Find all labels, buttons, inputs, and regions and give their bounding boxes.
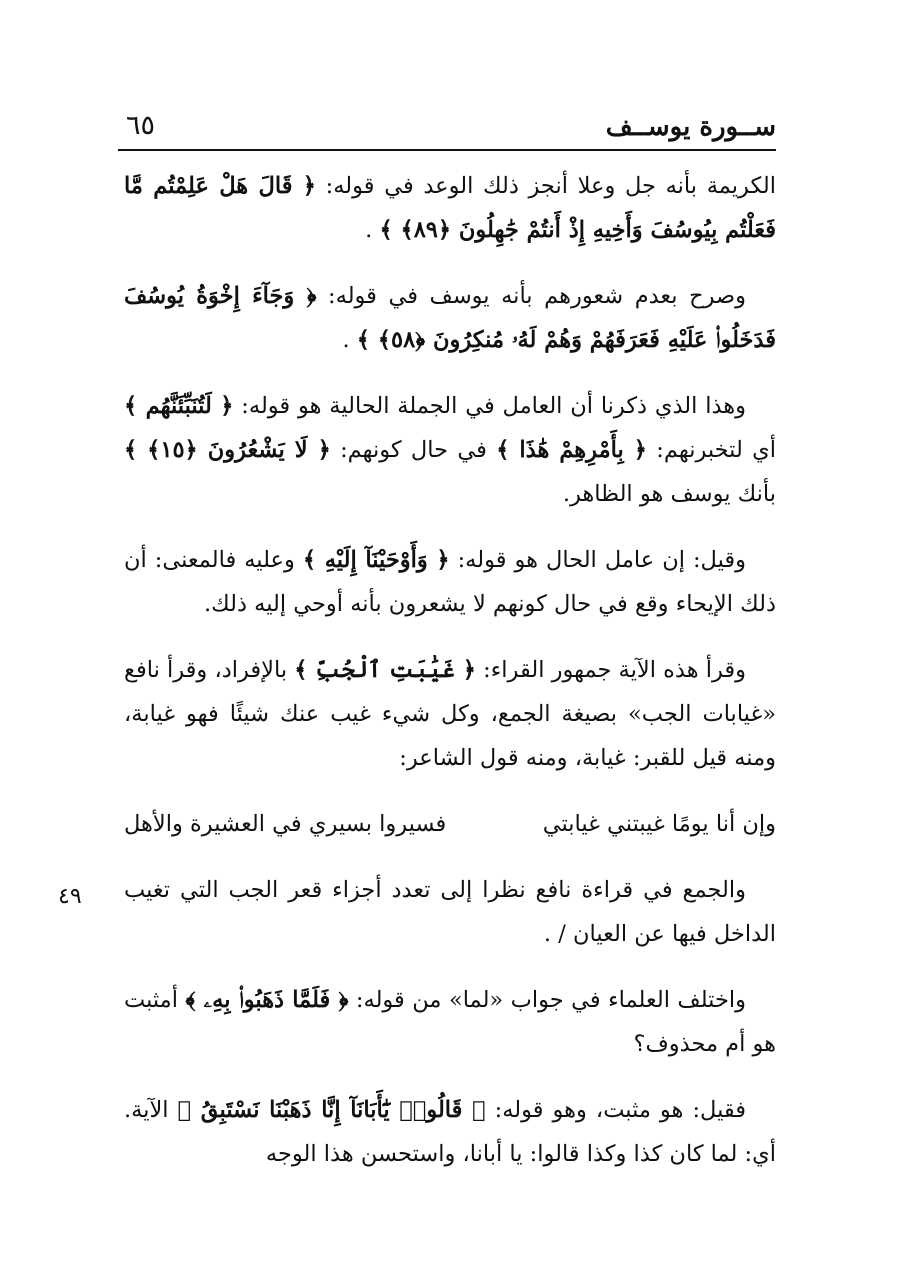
quran-quote: ﴿ قَالُوا۟ يَٰٓأَبَانَآ إِنَّا ذَهَبْنَا نَسْتَبِقُ ﴾ bbox=[177, 1097, 486, 1123]
paragraph-6 bbox=[124, 868, 776, 956]
paragraph-text: بأنك يوسف هو الظاهر. bbox=[562, 481, 776, 507]
surah-title: ســورة يوســف bbox=[605, 112, 776, 142]
quran-quote: ﴿ وَأَوْحَيْنَآ إِلَيْهِ ﴾ bbox=[302, 547, 450, 573]
paragraph-5 bbox=[124, 648, 776, 780]
paragraph-7 bbox=[124, 978, 776, 1066]
paragraph-text: بالإفراد، وقرأ نافع «غيابات الجب» بصيغة الجمع، وكل شيء غيب عنك شيئًا فهو غيابة، ومنه قيل للقبر: غيابة، ومنه قول الشاعر: bbox=[124, 657, 776, 771]
paragraph-text: في حال كونهم: bbox=[340, 437, 487, 463]
paragraph-text: الكريمة بأنه جل وعلا أنجز ذلك الوعد في قوله: bbox=[325, 173, 776, 199]
paragraph-text: وعليه فالمعنى: أن ذلك الإيحاء وقع في حال كونهم لا يشعرون بأنه أوحي إليه ذلك. bbox=[124, 547, 776, 617]
paragraph-text: وصرح بعدم شعورهم بأنه يوسف في قوله: bbox=[328, 283, 747, 309]
page-number: ٦٥ bbox=[126, 110, 156, 141]
poetry-verse bbox=[124, 802, 776, 846]
paragraph-text: فقيل: هو مثبت، وهو قوله: bbox=[494, 1097, 746, 1123]
page-body bbox=[124, 164, 776, 1198]
quran-quote: ﴿ غَيَٰبَتِ ٱلْجُبِّ ﴾ bbox=[294, 657, 476, 683]
paragraph-text: . bbox=[342, 327, 350, 353]
header-rule bbox=[118, 149, 776, 151]
quran-quote: ﴿ لَتُنَبِّئَنَّهُم ﴾ bbox=[124, 393, 234, 419]
paragraph-2 bbox=[124, 274, 776, 362]
paragraph-text: الآية. أي: لما كان كذا وكذا قالوا: يا أبانا، واستحسن هذا الوجه bbox=[124, 1097, 776, 1167]
paragraph-text: والجمع في قراءة نافع نظرا إلى تعدد أجزاء قعر الجب التي تغيب الداخل فيها عن العيان / . bbox=[124, 877, 776, 947]
page-header bbox=[118, 106, 776, 148]
paragraph-3 bbox=[124, 384, 776, 516]
paragraph-text: وقيل: إن عامل الحال هو قوله: bbox=[457, 547, 747, 573]
paragraph-text: وهذا الذي ذكرنا أن العامل في الجملة الحالية هو قوله: bbox=[241, 393, 747, 419]
verse-second-hemistich: فسيروا بسيري في العشيرة والأهل bbox=[124, 811, 447, 837]
quran-quote: ﴿ قَالَ هَلْ عَلِمْتُم مَّا فَعَلْتُم بِيُوسُفَ وَأَخِيهِ إِذْ أَنتُمْ جَٰهِلُونَ ﴿٨٩﴾ ﴾ bbox=[124, 173, 776, 243]
paragraph-4 bbox=[124, 538, 776, 626]
quran-quote: ﴿ وَجَآءَ إِخْوَةُ يُوسُفَ فَدَخَلُوا۟ عَلَيْهِ فَعَرَفَهُمْ وَهُمْ لَهُۥ مُنكِرُونَ ﴿٥٨﴾ ﴾ bbox=[124, 283, 776, 353]
paragraph-text: واختلف العلماء في جواب «لما» من قوله: bbox=[355, 987, 746, 1013]
paragraph-text: . bbox=[365, 217, 373, 243]
quran-quote: ﴿ فَلَمَّا ذَهَبُوا۟ بِهِۦ ﴾ bbox=[185, 987, 349, 1013]
verse-first-hemistich: وإن أنا يومًا غيبتني غيابتي bbox=[542, 811, 776, 837]
paragraph-text: وقرأ هذه الآية جمهور القراء: bbox=[483, 657, 747, 683]
paragraph-8 bbox=[124, 1088, 776, 1176]
quran-quote: ﴿ بِأَمْرِهِمْ هَٰذَا ﴾ bbox=[496, 437, 647, 463]
paragraph-text: أي لتخبرنهم: bbox=[656, 437, 777, 463]
margin-page-marker: ٤٩ bbox=[58, 884, 82, 909]
paragraph-1 bbox=[124, 164, 776, 252]
quran-quote: ﴿ لَا يَشْعُرُونَ ﴿١٥﴾ ﴾ bbox=[124, 437, 331, 463]
paragraph-text: أمثبت هو أم محذوف؟ bbox=[124, 987, 776, 1057]
